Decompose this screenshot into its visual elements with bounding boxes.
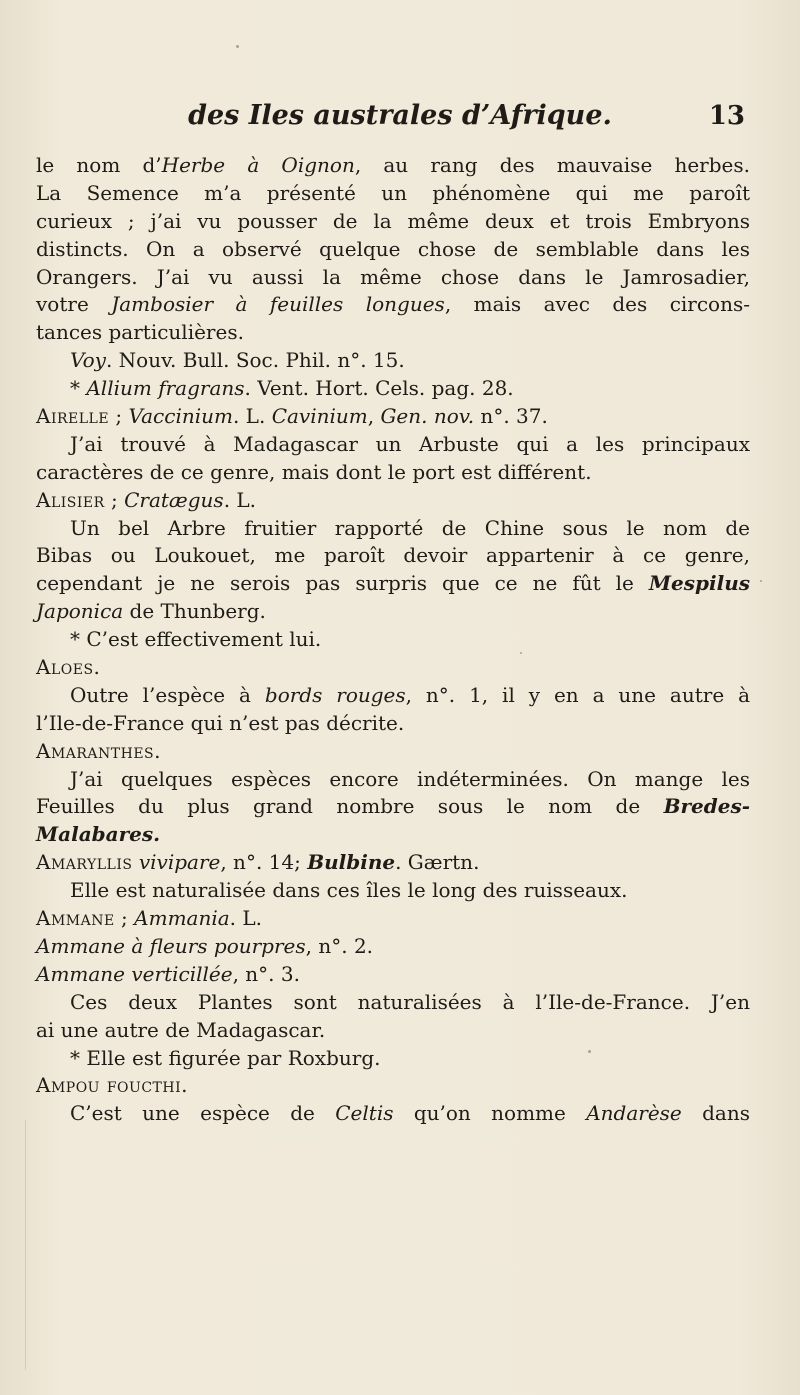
entry-heading-line (36, 1072, 750, 1100)
italic-term: Bulbine (307, 850, 396, 875)
italic-term: Bredes- (663, 794, 750, 819)
text-line (36, 570, 750, 598)
italic-term: bords rouges (264, 682, 406, 707)
entry-heading-line (36, 738, 750, 766)
note-line (36, 375, 750, 403)
text-line (36, 515, 750, 543)
line-text: ; (114, 906, 135, 931)
line-text: cependant je ne serois pas surpris que ce ne fût le (36, 571, 649, 596)
line-text: , mais avec des circons- (444, 292, 750, 317)
line-text: J’ai trouvé à Madagascar un Arbuste qui a les principaux (70, 431, 750, 456)
line-text: ; (109, 404, 129, 429)
italic-term: Voy (70, 348, 106, 373)
page-header (0, 98, 800, 134)
italic-term: Herbe à Oignon (161, 153, 355, 177)
line-text: , au rang des mauvaise herbes. (354, 153, 751, 177)
entry-name: Ammane (36, 906, 115, 931)
line-text: dans (681, 1101, 750, 1126)
text-line (36, 682, 750, 710)
paper-speck (588, 1050, 591, 1053)
line-text: tances particulières. (36, 320, 244, 345)
text-line (36, 208, 750, 236)
italic-term: Ammania (134, 906, 230, 931)
text-line (36, 989, 750, 1017)
text-line (36, 236, 750, 264)
italic-term: Vaccinium (128, 404, 233, 429)
italic-term: Ammane verticillée (36, 961, 233, 986)
text-line (36, 598, 750, 626)
italic-term: Malabares. (36, 822, 161, 847)
entry-name: Amaranthes. (36, 738, 162, 763)
line-text: , n°. 1, il y en a une autre à (405, 682, 750, 707)
italic-term: Cratægus (124, 487, 224, 512)
italic-term: Japonica (36, 599, 124, 624)
entry-heading-line (36, 403, 750, 431)
italic-term: Allium fragrans (86, 376, 245, 401)
line-text: distincts. On a observé quelque chose de semblable dans les (36, 236, 750, 261)
line-text: . L. (229, 906, 263, 931)
line-text: Un bel Arbre fruitier rapporté de Chine sous le nom de (70, 515, 750, 540)
entry-name: Airelle (36, 404, 110, 429)
line-text: curieux ; j’ai vu pousser de la même deux et trois Embryons (36, 208, 750, 233)
text-line (36, 1100, 750, 1128)
line-text: . L. (232, 404, 272, 429)
text-line (36, 1017, 750, 1045)
text-line (36, 264, 750, 292)
line-text: Outre l’espèce à (70, 682, 265, 707)
text-line (36, 793, 750, 821)
line-text: ai une autre de Madagascar. (36, 1017, 326, 1042)
line-text: . Nouv. Bull. Soc. Phil. n°. 15. (105, 348, 405, 373)
page-text-block (36, 152, 750, 1128)
line-text: * Elle est figurée par Roxburg. (70, 1045, 381, 1070)
paper-speck (760, 580, 762, 582)
line-text: , (367, 404, 381, 429)
text-line (36, 431, 750, 459)
paper-margin-mark (25, 1120, 26, 1370)
line-text: , n°. 3. (232, 961, 300, 986)
text-line (36, 821, 750, 849)
text-line (36, 542, 750, 570)
species-line (36, 933, 750, 961)
line-text: . L. (223, 487, 257, 512)
line-text: Orangers. J’ai vu aussi la même chose dans le Jamrosadier, (36, 264, 750, 289)
italic-term: Jambosier à feuilles longues (111, 292, 445, 317)
text-line (36, 710, 750, 738)
italic-term: Celtis (335, 1101, 394, 1126)
entry-name: Alisier (36, 487, 105, 512)
line-text: , n°. 2. (305, 933, 374, 958)
species-line (36, 961, 750, 989)
text-line (36, 319, 750, 347)
entry-heading-line (36, 654, 750, 682)
line-text: Bibas ou Loukouet, me paroît devoir appartenir à ce genre, (36, 543, 750, 568)
line-text: C’est une espèce de (70, 1101, 336, 1126)
note-line (36, 1045, 750, 1073)
text-line (36, 766, 750, 794)
line-text: J’ai quelques espèces encore indéterminées. On mange les (70, 766, 750, 791)
line-text: votre (36, 292, 112, 317)
line-text: n°. 37. (474, 404, 548, 429)
line-text: de Thunberg. (123, 599, 266, 624)
paper-speck (520, 652, 522, 654)
line-text: qu’on nomme (393, 1101, 587, 1126)
entry-name: Ampou foucthi. (36, 1073, 188, 1098)
entry-heading-line (36, 905, 750, 933)
entry-name: Aloes. (36, 655, 101, 680)
italic-term: Andarèse (586, 1101, 682, 1126)
line-text: * (70, 376, 87, 401)
entry-heading-line (36, 849, 750, 877)
line-text: La Semence m’a présenté un phénomène qui me paroît (36, 180, 750, 205)
entry-heading-line (36, 487, 750, 515)
line-text: le nom d’ (36, 153, 162, 177)
paper-speck (236, 45, 239, 48)
line-text: Feuilles du plus grand nombre sous le nom de (36, 794, 664, 819)
line-text: * C’est effectivement lui. (70, 627, 322, 652)
italic-term: Gen. nov. (380, 404, 475, 429)
text-line (36, 459, 750, 487)
italic-term: Ammane à fleurs pourpres (36, 933, 306, 958)
line-text: Elle est naturalisée dans ces îles le long des ruisseaux. (70, 878, 628, 903)
text-line (36, 180, 750, 208)
line-text: , n°. 14; (220, 850, 308, 875)
italic-term: Cavinium (271, 404, 368, 429)
reference-line (36, 347, 750, 375)
line-text: Ces deux Plantes sont naturalisées à l’Ile-de-France. J’en (70, 989, 750, 1014)
note-line (36, 626, 750, 654)
line-text: . Vent. Hort. Cels. pag. 28. (244, 376, 514, 401)
italic-term: Mespilus (648, 571, 750, 596)
text-line (36, 152, 750, 180)
line-text: ; (104, 487, 125, 512)
entry-name: Amaryllis (36, 850, 133, 875)
page-number: 13 (708, 101, 745, 131)
line-text: l’Ile-de-France qui n’est pas décrite. (36, 710, 405, 735)
line-text: caractères de ce genre, mais dont le port est différent. (36, 459, 592, 484)
italic-term: vivipare (138, 850, 221, 875)
text-line (36, 877, 750, 905)
text-line (36, 291, 750, 319)
line-text: . Gærtn. (395, 850, 480, 875)
running-title: des Iles australes d’Afrique. (188, 100, 612, 131)
